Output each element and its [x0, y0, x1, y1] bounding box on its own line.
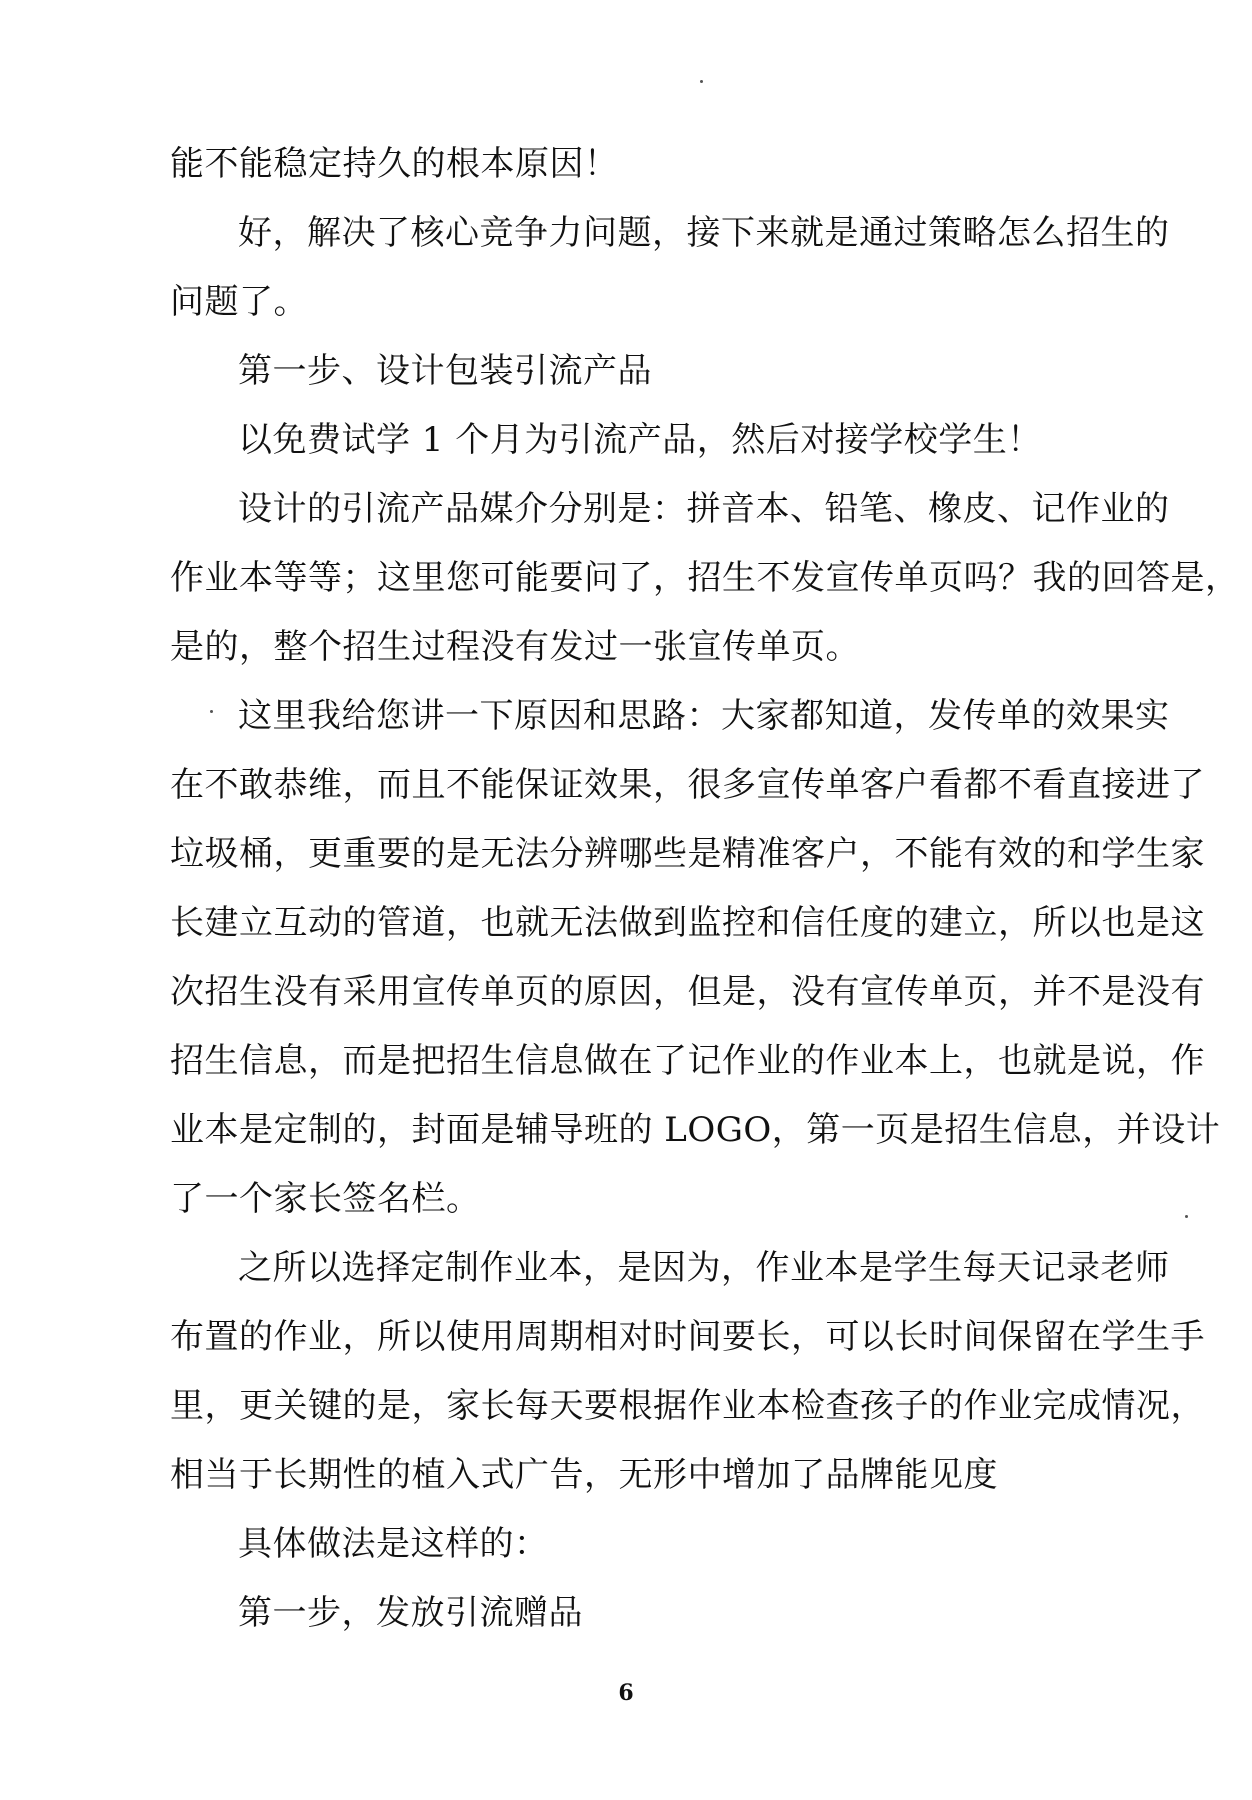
body-text — [170, 130, 1240, 1648]
text-line: 第一步、设计包装引流产品 — [238, 351, 652, 391]
text-line: 招生信息，而是把招生信息做在了记作业的作业本上，也就是说，作 — [170, 1041, 1205, 1081]
text-line: 次招生没有采用宣传单页的原因，但是，没有宣传单页，并不是没有 — [170, 972, 1205, 1012]
text-line: 以免费试学 1 个月为引流产品，然后对接学校学生！ — [238, 420, 1042, 460]
scan-speck — [210, 710, 213, 713]
text-line: 能不能稳定持久的根本原因！ — [170, 144, 619, 184]
text-line: 相当于长期性的植入式广告，无形中增加了品牌能见度 — [170, 1455, 998, 1495]
text-line: 垃圾桶，更重要的是无法分辨哪些是精准客户，不能有效的和学生家 — [170, 834, 1205, 874]
text-line: 这里我给您讲一下原因和思路：大家都知道，发传单的效果实 — [238, 696, 1170, 736]
text-line: 之所以选择定制作业本，是因为，作业本是学生每天记录老师 — [238, 1248, 1170, 1288]
text-line: 好，解决了核心竞争力问题，接下来就是通过策略怎么招生的 — [238, 213, 1170, 253]
scan-speck — [700, 80, 703, 83]
text-line: 作业本等等；这里您可能要问了，招生不发宣传单页吗？我的回答是， — [170, 558, 1240, 598]
scan-speck — [1185, 1215, 1188, 1218]
text-line: 布置的作业，所以使用周期相对时间要长，可以长时间保留在学生手 — [170, 1317, 1205, 1357]
text-line: 在不敢恭维，而且不能保证效果，很多宣传单客户看都不看直接进了 — [170, 765, 1205, 805]
text-line: 具体做法是这样的： — [238, 1524, 549, 1564]
text-line: 业本是定制的，封面是辅导班的 LOGO，第一页是招生信息，并设计 — [170, 1110, 1221, 1150]
text-line: 是的，整个招生过程没有发过一张宣传单页。 — [170, 627, 860, 667]
text-line: 第一步，发放引流赠品 — [238, 1593, 583, 1633]
text-line: 里，更关键的是，家长每天要根据作业本检查孩子的作业完成情况， — [170, 1386, 1205, 1426]
text-line: 设计的引流产品媒介分别是：拼音本、铅笔、橡皮、记作业的 — [238, 489, 1170, 529]
text-line: 长建立互动的管道，也就无法做到监控和信任度的建立，所以也是这 — [170, 903, 1205, 943]
text-line: 了一个家长签名栏。 — [170, 1179, 481, 1219]
page-number: 6 — [618, 1680, 634, 1706]
text-line: 问题了。 — [170, 282, 308, 322]
